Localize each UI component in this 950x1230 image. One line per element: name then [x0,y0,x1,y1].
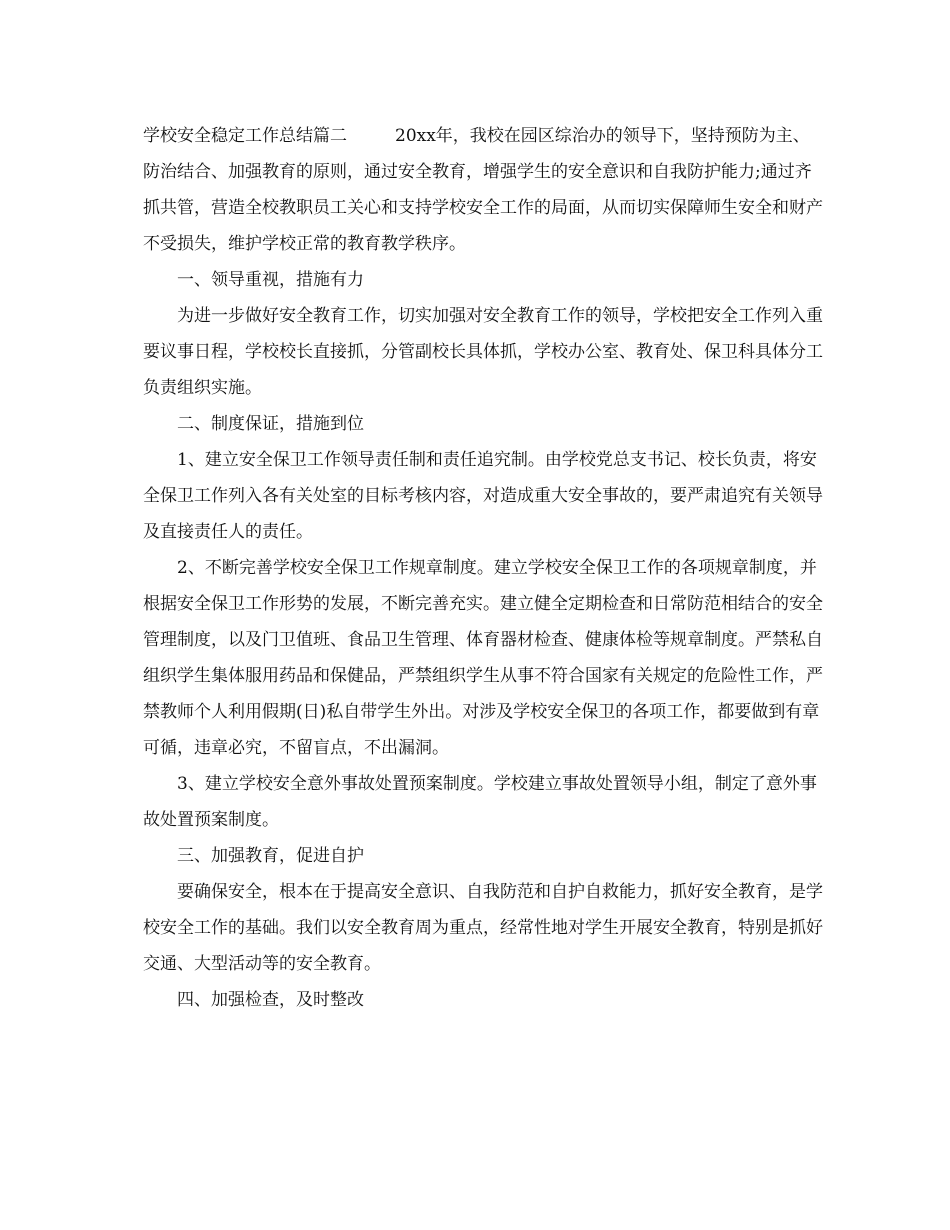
document-title: 学校安全稳定工作总结篇二 [143,126,347,146]
section-heading-1: 一、领导重视，措施有力 [177,270,364,290]
paragraph-education: 要确保安全，根本在于提高安全意识、自我防范和自护自救能力，抓好安全教育，是学校安全工作的基础。我们以安全教育周为重点，经常性地对学生开展安全教育，特别是抓好交通、大型活动等的安全教育。 [143,882,823,974]
intro-text: 20xx年，我校在园区综治办的领导下，坚持预防为主、防治结合、加强教育的原则，通过安全教育，增强学生的安全意识和自我防护能力;通过齐抓共管，营造全校教职员工关心和支持学校安全工作的局面，从而切实保障师生安全和财产不受损失，维护学校正常的教育教学秩序。 [143,126,823,254]
paragraph-item-2: 2、不断完善学校安全保卫工作规章制度。建立学校安全保卫工作的各项规章制度，并根据安全保卫工作形势的发展，不断完善充实。建立健全定期检查和日常防范相结合的安全管理制度，以及门卫值班、食品卫生管理、体育器材检查、健康体检等规章制度。严禁私自组织学生集体服用药品和保健品，严禁组织学生从事不符合国家有关规定的危险性工作，严禁教师个人利用假期(日)私自带学生外出。对涉及学校安全保卫的各项工作，都要做到有章可循，违章必究，不留盲点，不出漏洞。 [143,558,823,758]
intro-paragraph [143,118,823,262]
paragraph-item-1: 1、建立安全保卫工作领导责任制和责任追究制。由学校党总支书记、校长负责，将安全保卫工作列入各有关处室的目标考核内容，对造成重大安全事故的，要严肃追究有关领导及直接责任人的责任。 [143,450,823,542]
document-body [143,118,823,1018]
paragraph-leadership: 为进一步做好安全教育工作，切实加强对安全教育工作的领导，学校把安全工作列入重要议事日程，学校校长直接抓，分管副校长具体抓，学校办公室、教育处、保卫科具体分工负责组织实施。 [143,306,823,398]
section-heading-4: 四、加强检查，及时整改 [177,990,364,1010]
paragraph-item-3: 3、建立学校安全意外事故处置预案制度。学校建立事故处置领导小组，制定了意外事故处置预案制度。 [143,774,817,830]
section-heading-2: 二、制度保证，措施到位 [177,414,364,434]
section-heading-3: 三、加强教育，促进自护 [177,846,364,866]
